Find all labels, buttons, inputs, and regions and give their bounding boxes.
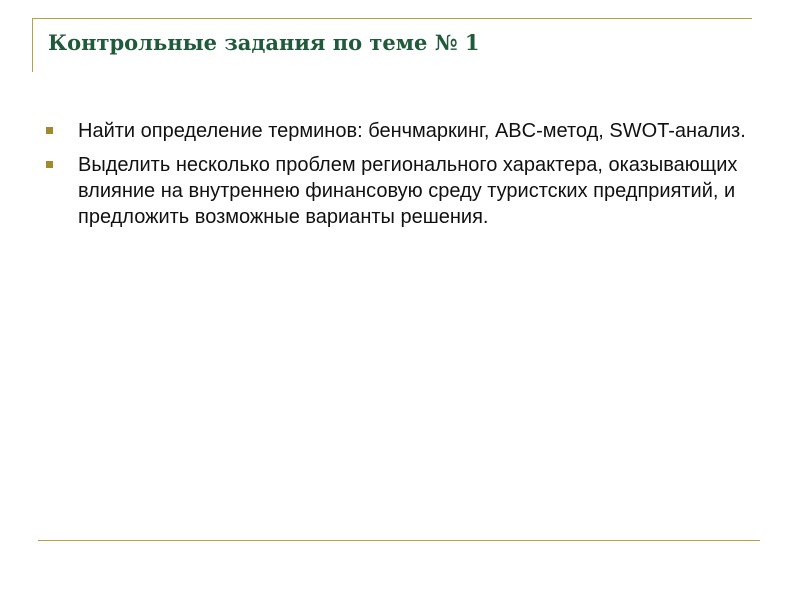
list-item-text: Найти определение терминов: бенчмаркинг, ABC-метод, SWOT-анализ. <box>78 120 746 142</box>
square-bullet-icon <box>46 161 53 168</box>
footer-divider <box>38 540 760 541</box>
square-bullet-icon <box>46 127 53 134</box>
title-frame-top-line <box>32 18 752 19</box>
bullet-list <box>46 118 750 238</box>
title-frame-left-line <box>32 18 33 72</box>
slide-title: Контрольные задания по теме № 1 <box>48 30 480 55</box>
list-item <box>46 118 750 144</box>
list-item-text: Выделить несколько проблем регионального характера, оказывающих влияние на внутреннею финансовую среду туристских предприятий, и предложить возможные варианты решения. <box>78 154 738 228</box>
list-item <box>46 152 750 230</box>
